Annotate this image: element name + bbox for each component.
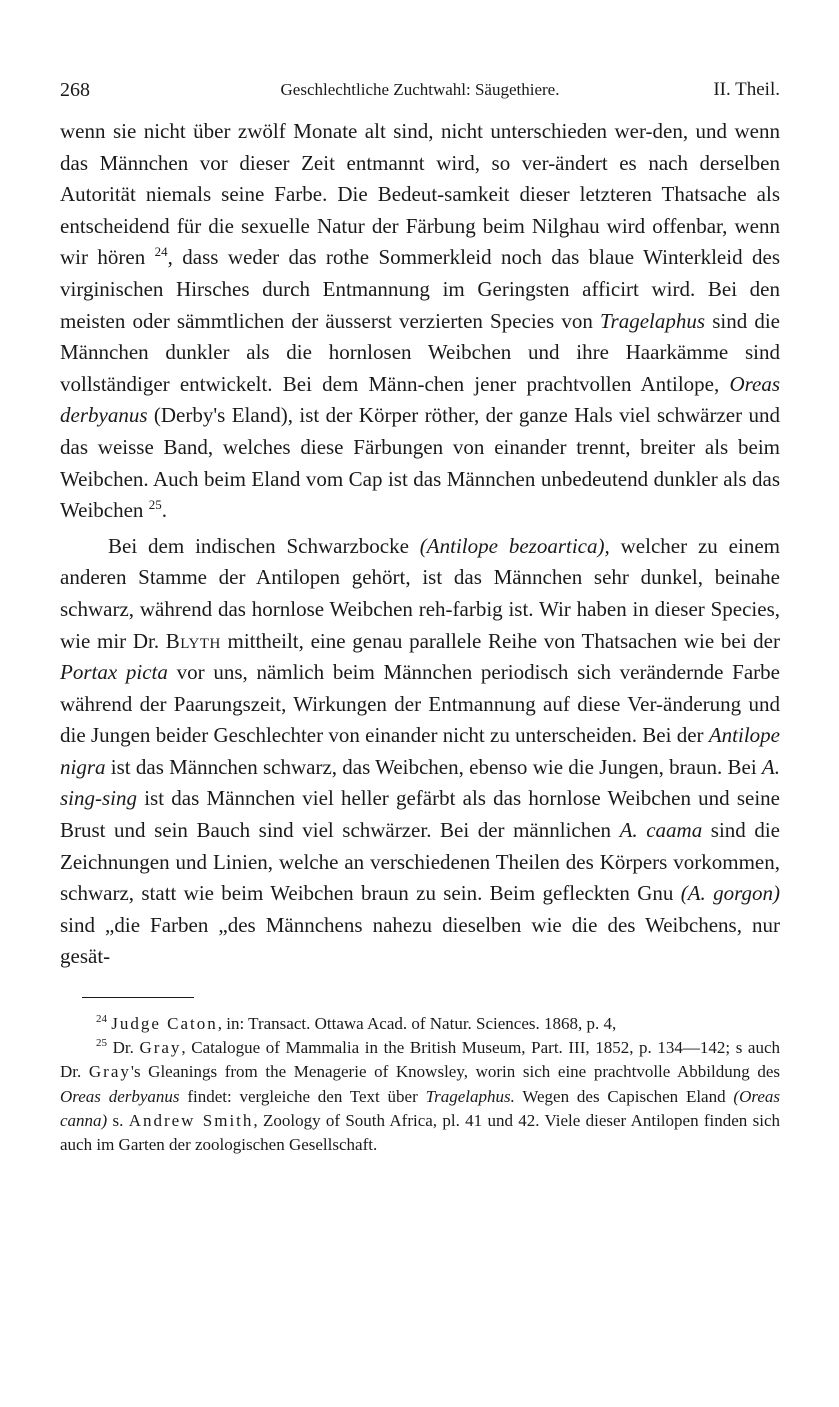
footnote-number: 24 xyxy=(96,1013,107,1026)
taxon-name: Tragelaphus. xyxy=(425,1086,515,1106)
footnote-divider xyxy=(82,997,194,998)
taxon-name: A. sing-sing xyxy=(60,754,780,811)
text-run: sind die Zeichnungen und Linien, welche an verschiedenen Theilen des Körpers vorkommen, schwarz, statt wie beim Weibchen braun zu sein. Beim gefleckten Gnu xyxy=(60,818,780,906)
footnote-24 xyxy=(60,1012,780,1036)
footnote-text: 's Gleanings from the Menagerie of Knowsley, worin sich eine prachtvolle Abbildung des xyxy=(130,1062,781,1082)
paragraph-1 xyxy=(60,116,780,527)
text-run: sind „die Farben „des Männchens nahezu dieselben wie die des Weibchens, nur gesät- xyxy=(60,912,780,969)
page-number: 268 xyxy=(60,79,90,101)
footnote-ref-25: 25 xyxy=(148,497,162,513)
footnote-ref-24: 24 xyxy=(154,244,168,260)
footnote-text: Wegen des Capischen Eland xyxy=(514,1086,734,1106)
text-run: Bei dem indischen Schwarzbocke xyxy=(108,533,420,558)
taxon-name: Oreas derbyanus xyxy=(60,1086,180,1106)
text-run: welcher zu einem anderen Stamme der Antilopen gehört, ist das Männchen sehr dunkel, beinahe schwarz, während das hornlose Weibchen reh-farbig ist. Wir haben in dieser Species, wie mir Dr. xyxy=(60,533,780,653)
text-run: (Derby's Eland), ist der Körper röther, der ganze Hals viel schwärzer und das weisse Band, welches diese Färbungen von einander trennt, breiter als beim Weibchen. Auch beim Eland vom Cap ist das Männchen unbedeutend dunkler als das Weibchen xyxy=(60,403,780,523)
footnote-25 xyxy=(60,1036,780,1157)
footnote-text: , Catalogue of Mammalia in the British Museum, Part. III, 1852, p. 134—142; s auch Dr. xyxy=(60,1038,780,1082)
taxon-name: (Antilope bezoartica), xyxy=(419,533,610,558)
author-name: Judge Caton xyxy=(111,1014,218,1034)
text-run: ist das Männchen viel heller gefärbt als das hornlose Weibchen und seine Brust und sein Bauch sind viel schwärzer. Bei der männlichen xyxy=(60,786,780,843)
main-text xyxy=(60,116,780,973)
part-label: II. Theil. xyxy=(713,79,780,100)
taxon-name: (A. gorgon) xyxy=(680,881,780,906)
taxon-name: Portax picta xyxy=(60,660,168,685)
footnote-text: s. xyxy=(107,1110,129,1130)
taxon-name: Oreas derbyanus xyxy=(60,371,780,428)
text-run: sind die Männchen dunkler als die hornlosen Weibchen und ihre Haarkämme sind vollständiger entwickelt. Bei dem Männ-chen jener prachtvollen Antilope, xyxy=(60,308,781,396)
footnote-number: 25 xyxy=(96,1037,107,1050)
text-run: wenn sie nicht über zwölf Monate alt sind, nicht unterschieden wer-den, und wenn das Männchen vor dieser Zeit entmannt wird, so ver-ändert es nach derselben Autorität niemals seine Farbe. Die Bedeut-samkeit dieser letzteren Thatsache als entscheidend für die sexuelle Natur der Färbung beim Nilghau wird offenbar, wenn wir hören xyxy=(60,119,780,270)
taxon-name: Tragelaphus xyxy=(600,308,706,333)
footnotes xyxy=(60,1012,780,1157)
text-run: vor uns, nämlich beim Männchen periodisch sich verändernde Farbe während der Paarungszeit, Wirkungen der Entmannung auf diese Ver-änderung und die Jungen beider Geschlechter von einander nicht zu unterscheiden. Bei der xyxy=(60,660,780,748)
taxon-name: A. caama xyxy=(619,818,703,843)
paragraph-2 xyxy=(60,531,780,973)
text-run: mittheilt, eine genau parallele Reihe von Thatsachen wie bei der xyxy=(220,628,780,653)
footnote-text: Dr. xyxy=(107,1038,140,1058)
footnote-text: findet: vergleiche den Text über xyxy=(179,1086,426,1106)
text-run: , dass weder das rothe Sommerkleid noch das blaue Winterkleid des virginischen Hirsches durch Entmannung im Geringsten afficirt wird. Bei den meisten oder sämmtlichen der äusserst verzierten Species von xyxy=(60,245,780,333)
author-name: Blyth xyxy=(165,628,221,653)
taxon-name: (Oreas canna) xyxy=(60,1086,780,1130)
text-run: ist das Männchen schwarz, das Weibchen, ebenso wie die Jungen, braun. Bei xyxy=(105,754,762,779)
author-name: Gray xyxy=(139,1038,182,1058)
taxon-name: Antilope nigra xyxy=(60,723,780,779)
running-header xyxy=(60,72,780,108)
author-name: Andrew Smith xyxy=(128,1110,254,1130)
running-title: Geschlechtliche Zuchtwahl: Säugethiere. xyxy=(280,80,560,99)
author-name: Gray xyxy=(88,1062,131,1082)
text-run: . xyxy=(161,498,167,523)
footnote-text: , Zoology of South Africa, pl. 41 und 42. Viele dieser Antilopen finden sich auch im Garten der zoologischen Gesellschaft. xyxy=(60,1110,780,1155)
footnote-text: , in: Transact. Ottawa Acad. of Natur. Sciences. 1868, p. 4, xyxy=(217,1014,617,1034)
book-page xyxy=(60,72,780,1157)
